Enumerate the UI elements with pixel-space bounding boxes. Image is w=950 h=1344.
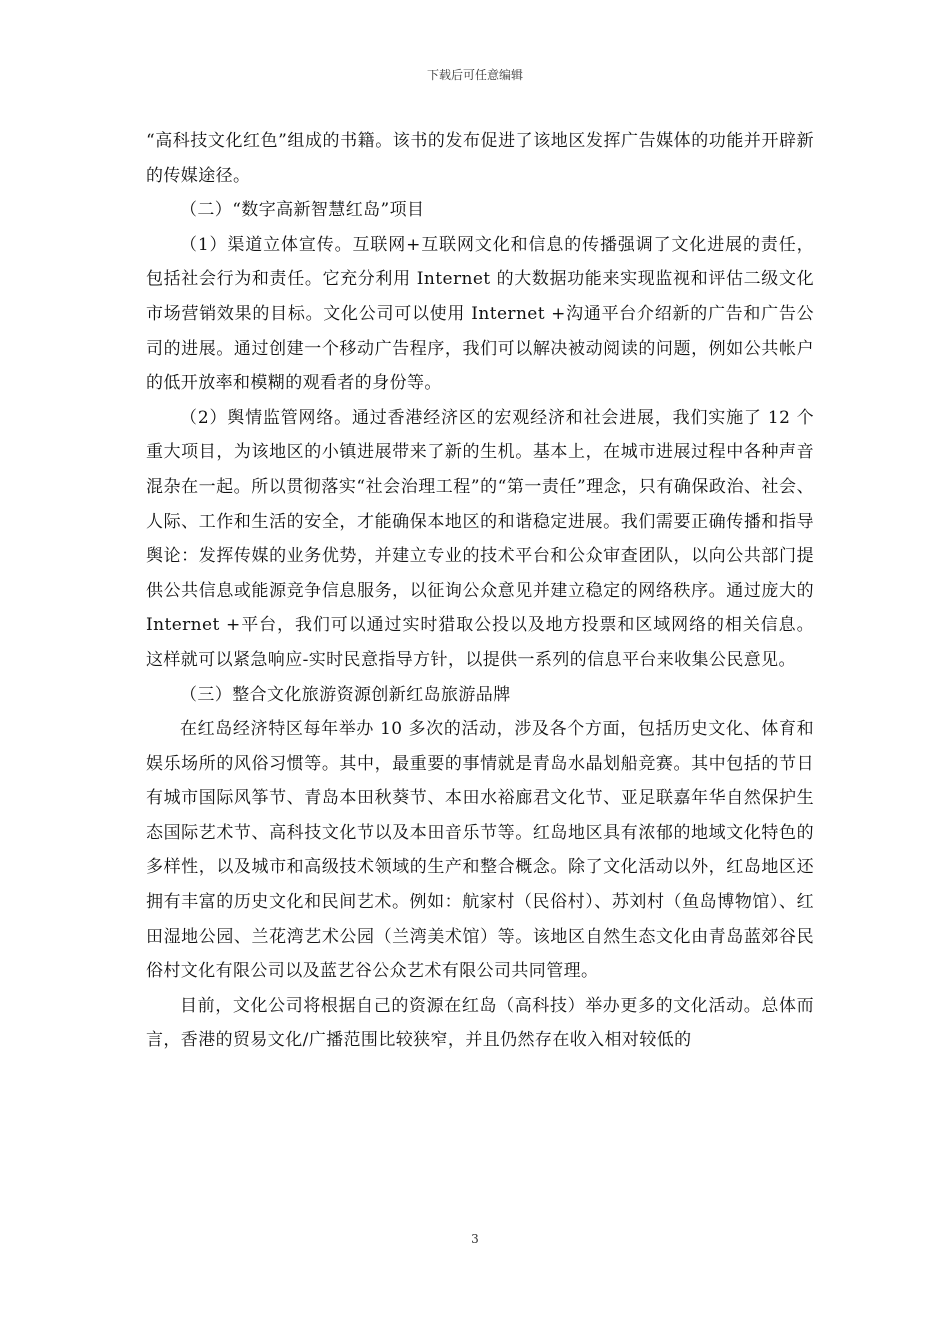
paragraph-public-opinion-network: （2）舆情监管网络。通过香港经济区的宏观经济和社会进展，我们实施了 12 个重大项目，为该地区的小镇进展带来了新的生机。基本上，在城市进展过程中各种声音混杂在一起。所以贯彻落实“社会治理工程”的“第一责任”理念，只有确保政治、社会、人际、工作和生活的安全，才能确保本地区的和谐稳定进展。我们需要正确传播和指导舆论：发挥传媒的业务优势，并建立专业的技术平台和公众审查团队，以向公共部门提供公共信息或能源竞争信息服务，以征询公众意见并建立稳定的网络秩序。通过庞大的 Internet +平台，我们可以通过实时猎取公投以及地方投票和区域网络的相关信息。这样就可以紧急响应-实时民意指导方针，以提供一系列的信息平台来收集公民意见。 (146, 407, 814, 670)
paragraph-continuation: “高科技文化红色”组成的书籍。该书的发布促进了该地区发挥广告媒体的功能并开辟新的传媒途径。 (146, 131, 814, 186)
paragraph-channel-promotion: （1）渠道立体宣传。互联网+互联网文化和信息的传播强调了文化进展的责任，包括社会行为和责任。它充分利用 Internet 的大数据功能来实现监视和评估二级文化市场营销效果的目标。文化公司可以使用 Internet +沟通平台介绍新的广告和广告公司的进展。通过创建一个移动广告程序，我们可以解决被动阅读的问题，例如公共帐户的低开放率和模糊的观看者的身份等。 (146, 234, 814, 394)
section-heading-digital-red-island: （二）“数字高新智慧红岛”项目 (180, 200, 425, 221)
paragraph-current-activities: 目前，文化公司将根据自己的资源在红岛（高科技）举办更多的文化活动。总体而言，香港的贸易文化/广播范围比较狭窄，并且仍然存在收入相对较低的 (146, 995, 814, 1051)
document-body (146, 124, 814, 1058)
paragraph-red-island-events: 在红岛经济特区每年举办 10 多次的活动，涉及各个方面，包括历史文化、体育和娱乐场所的风俗习惯等。其中，最重要的事情就是青岛水晶划船竞赛。其中包括的节日有城市国际风筝节、青岛本田秋葵节、本田水裕廊君文化节、亚足联嘉年华自然保护生态国际艺术节、高科技文化节以及本田音乐节等。红岛地区具有浓郁的地域文化特色的多样性，以及城市和高级技术领域的生产和整合概念。除了文化活动以外，红岛地区还拥有丰富的历史文化和民间艺术。例如：航家村（民俗村）、苏刘村（鱼岛博物馆）、红田湿地公园、兰花湾艺术公园（兰湾美术馆）等。该地区自然生态文化由青岛蓝郊谷民俗村文化有限公司以及蓝艺谷公众艺术有限公司共同管理。 (146, 719, 814, 982)
page-header: 下载后可任意编辑 (426, 68, 523, 82)
section-heading-tourism-brand: （三）整合文化旅游资源创新红岛旅游品牌 (180, 684, 511, 705)
page-number: 3 (471, 1232, 479, 1246)
